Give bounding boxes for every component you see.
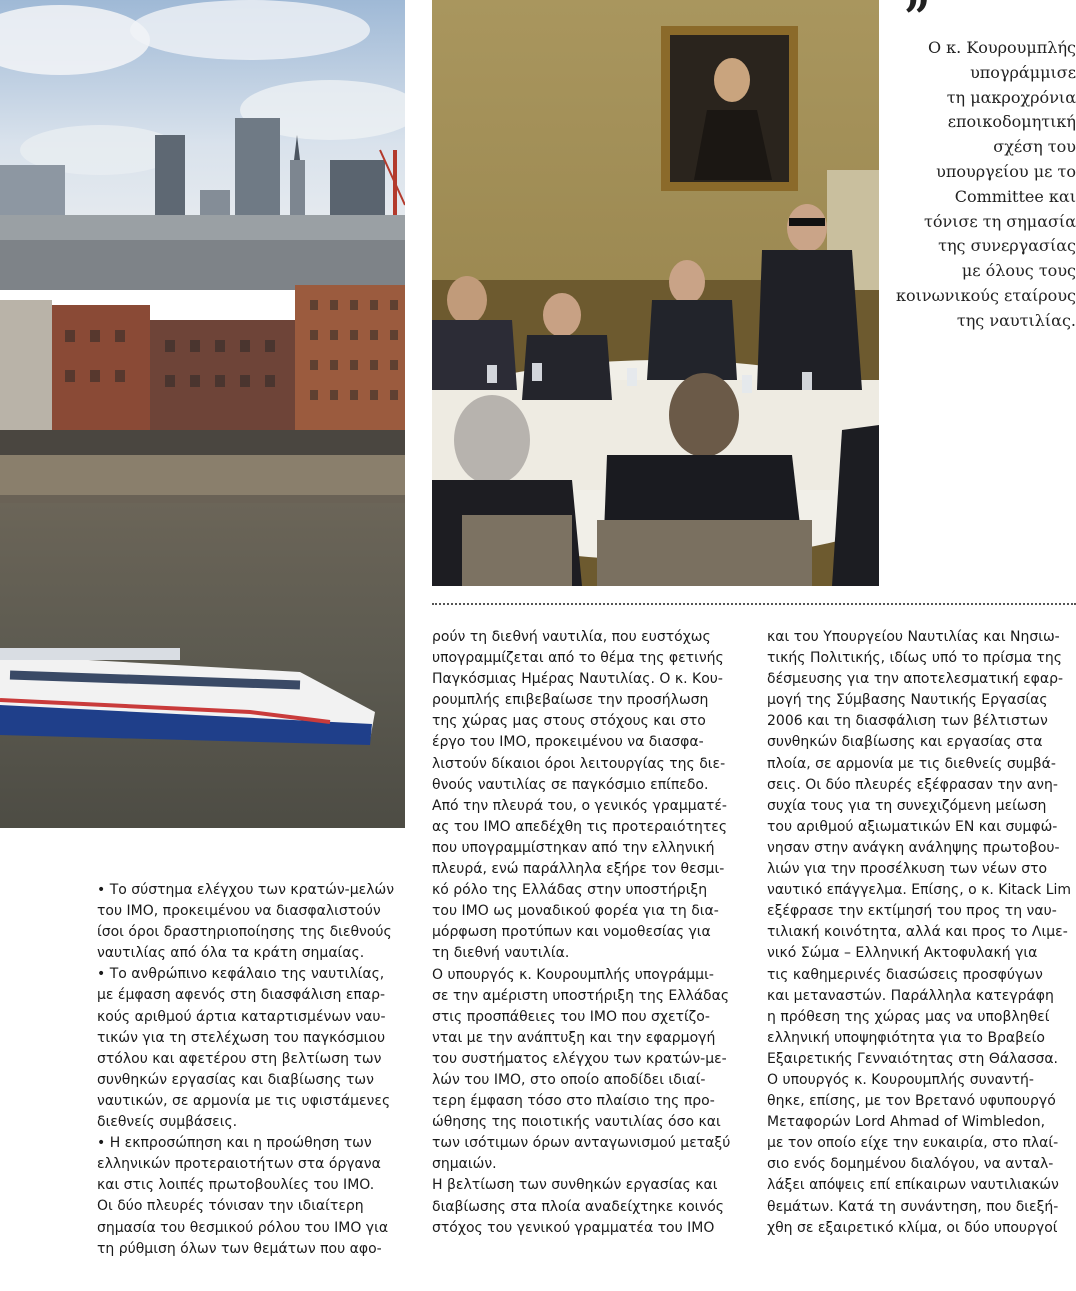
text-line: στόχος του γενικού γραμματέα του IMO (432, 1219, 715, 1236)
text-line: ρούν τη διεθνή ναυτιλία, που ευστόχως (432, 629, 711, 645)
text-line: σημαιών. (432, 1156, 497, 1173)
pullquote-line: της συνεργασίας (938, 236, 1076, 256)
text-line: με τον οποίο είχε την ευκαιρία, στο πλαί- (767, 1135, 1059, 1152)
pullquote-line: υπουργείου με το (936, 161, 1076, 181)
text-line: λών του IMO, στο οποίο αποδίδει ιδιαί- (432, 1071, 706, 1088)
pullquote-line: σχέση του (993, 137, 1076, 157)
pullquote-line: Committee και (954, 186, 1076, 206)
text-line: Ο υπουργός κ. Κουρουμπλής υπογράμμι- (432, 966, 714, 983)
text-line: του αριθμού αξιωματικών ΕΝ και συμφώ- (767, 818, 1058, 835)
pullquote (886, 36, 1076, 334)
text-line: στόλου και αφετέρου στη βελτίωση των (97, 1050, 382, 1067)
text-line: λιστούν δίκαιοι όροι λειτουργίας της διε- (432, 755, 726, 772)
text-line: σιο ενός δομημένου διαλόγου, να ανταλ- (767, 1156, 1054, 1173)
text-line: σεις. Οι δύο πλευρές εξέφρασαν την ανη- (767, 776, 1058, 793)
text-line: θηκε, επίσης, με τον Βρετανό υφυπουργό (767, 1093, 1056, 1110)
text-line: στις προσπάθειες του IMO που σχετίζο- (432, 1008, 710, 1025)
text-line: τικής Πολιτικής, ιδίως υπό το πρίσμα της (767, 650, 1062, 667)
pullquote-line: Ο κ. Κουρουμπλής (927, 38, 1076, 57)
text-line: νικό Σώμα – Ελληνική Ακτοφυλακή για (767, 945, 1038, 962)
text-line: κό ρόλο της Ελλάδας στην υποστήριξη (432, 882, 708, 899)
dinner-meeting-photo (432, 0, 879, 586)
text-line: συνθηκών εργασίας και διαβίωσης των (97, 1071, 374, 1088)
text-line: θεμάτων. Κατά τη συνάντηση, που διεξή- (767, 1198, 1059, 1215)
text-line: με έμφαση αφενός στη διασφάλιση επαρ- (97, 987, 386, 1004)
text-line: εξέφρασε την εκτίμησή του προς τη ναυ- (767, 903, 1057, 920)
text-line: υπογραμμίζεται από το θέμα της φετινής (432, 650, 724, 667)
text-line: ας του IMO απεδέχθη τις προτεραιότητες (432, 818, 728, 835)
text-line: ναυτικό επάγγελμα. Επίσης, ο κ. Kitack Lim (767, 882, 1072, 899)
text-line: μόρφωση προτύπων και νομοθεσίας για (432, 924, 711, 941)
pullquote-line: κοινωνικούς εταίρους (895, 285, 1076, 305)
text-line: τικών για τη στελέχωση του παγκόσμιου (97, 1029, 386, 1046)
text-line: ρουμπλής επιβεβαίωσε την προσήλωση (432, 692, 709, 709)
text-line: Ο υπουργός κ. Κουρουμπλής συναντή- (767, 1071, 1034, 1088)
text-line: Η βελτίωση των συνθηκών εργασίας και (432, 1177, 718, 1194)
text-line: Μεταφορών Lord Ahmad of Wimbledon, (767, 1114, 1046, 1131)
text-line: δέσμευσης για την αποτελεσματική εφαρ- (767, 671, 1064, 688)
text-line: η πρόθεση της χώρας μας να υποβληθεί (767, 1008, 1050, 1025)
text-line: του συστήματος ελέγχου των κρατών-με- (432, 1050, 727, 1067)
text-line: θνούς ναυτιλίας σε παγκόσμιο επίπεδο. (432, 776, 709, 793)
thames-river-photo (0, 0, 405, 828)
text-line: ελληνική υποψηφιότητα για το Βραβείο (767, 1029, 1045, 1046)
text-line: σημασία του θεσμικού ρόλου του IMO για (97, 1219, 389, 1236)
text-line: • Το ανθρώπινο κεφάλαιο της ναυτιλίας, (97, 966, 385, 983)
text-line: λάξει απόψεις επί επίκαιρων ναυτιλιακών (767, 1177, 1059, 1194)
text-line: πλοία, σε αρμονία με τις διεθνείς συμβά- (767, 755, 1056, 772)
text-line: νται με την ανάπτυξη και την εφαρμογή (432, 1029, 716, 1046)
text-line: τερη έμφαση τόσο στο πλαίσιο της προ- (432, 1093, 715, 1110)
text-line: ναυτιλίας από όλα τα κράτη σημαίας. (97, 945, 365, 962)
text-line: διαβίωσης στα πλοία αναδείχτηκε κοινός (432, 1198, 724, 1215)
text-line: έργο του IMO, προκειμένου να διασφα- (432, 734, 704, 751)
text-line: λιών για την προσέλκυση των νέων στο (767, 861, 1048, 878)
text-line: των ισότιμων όρων ανταγωνισμού μεταξύ (432, 1135, 731, 1152)
photo-thames-river-london (0, 0, 405, 828)
text-line: ίσοι όροι δραστηριοποίησης της διεθνούς (97, 924, 392, 941)
text-line: νησαν στην ανάγκη ανάληψης πρωτοβου- (767, 839, 1060, 856)
text-line: χθη σε εξαιρετικό κλίμα, οι δύο υπουργοί (767, 1219, 1058, 1236)
pullquote-line: εποικοδομητική (947, 112, 1076, 132)
pullquote-line: τόνισε τη σημασία (923, 211, 1076, 231)
text-line: και στις λοιπές πρωτοβουλίες του IMO. (97, 1177, 375, 1194)
pullquote-mark: ” (904, 0, 928, 44)
article-column-left (97, 880, 405, 1260)
article-column-middle (432, 627, 742, 1239)
text-line: και του Υπουργείου Ναυτιλίας και Νησιω- (767, 629, 1060, 645)
text-line: Από την πλευρά του, ο γενικός γραμματέ- (432, 797, 727, 814)
text-line: και μεταναστών. Παράλληλα κατεγράφη (767, 987, 1054, 1004)
text-line: ναυτικών, σε αρμονία με τις υφιστάμενες (97, 1092, 391, 1109)
text-line: συνθηκών διαβίωσης και εργασίας στα (767, 734, 1043, 751)
text-line: τις καθημερινές διασώσεις προσφύγων (767, 966, 1043, 983)
text-line: του IMO, προκειμένου να διασφαλιστούν (97, 903, 381, 920)
text-line: • Το σύστημα ελέγχου των κρατών-μελών (97, 882, 395, 898)
text-line: του IMO ως μοναδικού φορέα για τη δια- (432, 903, 719, 920)
photo-dinner-meeting (432, 0, 879, 586)
dotted-divider (432, 603, 1076, 605)
text-line: διεθνείς συμβάσεις. (97, 1114, 238, 1131)
pullquote-line: της ναυτιλίας. (956, 310, 1076, 330)
pullquote-line: υπογράμμισε (970, 62, 1076, 82)
text-line: Παγκόσμιας Ημέρας Ναυτιλίας. Ο κ. Κου- (432, 671, 723, 688)
text-line: συχία τους για τη συνεχιζόμενη μείωση (767, 797, 1047, 814)
text-line: μογή της Σύμβασης Ναυτικής Εργασίας (767, 692, 1048, 709)
text-line: σε την αμέριστη υποστήριξη της Ελλάδας (432, 987, 730, 1004)
pullquote-line: με όλους τους (961, 261, 1076, 281)
text-line: τη διεθνή ναυτιλία. (432, 945, 570, 962)
text-line: τιλιακή κοινότητα, αλλά και προς το Λιμε- (767, 924, 1068, 941)
pullquote-line: τη μακροχρόνια (946, 87, 1076, 107)
text-line: που υπογραμμίστηκαν από την ελληνική (432, 839, 715, 856)
text-line: ελληνικών προτεραιοτήτων στα όργανα (97, 1156, 381, 1173)
text-line: ώθησης της ποιοτικής ναυτιλίας όσο και (432, 1114, 721, 1131)
text-line: • Η εκπροσώπηση και η προώθηση των (97, 1135, 372, 1152)
text-line: κούς αριθμού άρτια καταρτισμένων ναυ- (97, 1008, 386, 1025)
text-line: 2006 και τη διασφάλιση των βέλτιστων (767, 713, 1048, 730)
text-line: της χώρας μας στους στόχους και στο (432, 713, 706, 730)
text-line: τη ρύθμιση όλων των θεμάτων που αφο- (97, 1240, 382, 1257)
text-line: πλευρά, ενώ παράλληλα εξήρε τον θεσμι- (432, 861, 725, 878)
article-column-right (767, 627, 1075, 1239)
text-line: Οι δύο πλευρές τόνισαν την ιδιαίτερη (97, 1198, 364, 1215)
text-line: Εξαιρετικής Γενναιότητας στη Θάλασσα. (767, 1050, 1059, 1067)
